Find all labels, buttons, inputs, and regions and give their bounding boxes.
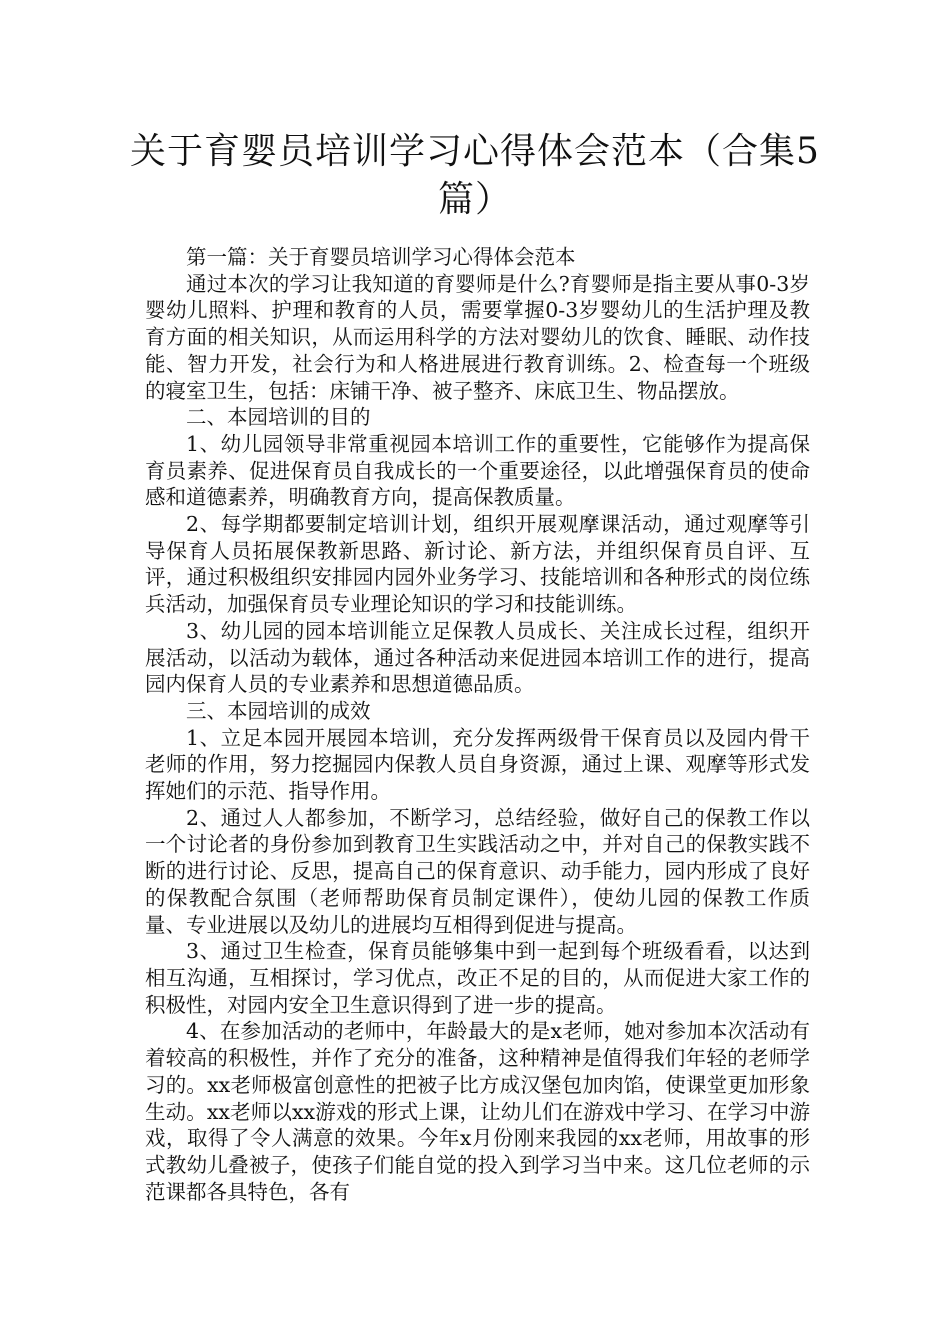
paragraph-purpose-1: 1、幼儿园领导非常重视园本培训工作的重要性，它能够作为提高保育员素养、促进保育员自我成长的一个重要途径，以此增强保育员的使命感和道德素养，明确教育方向，提高保教质量。 (145, 431, 810, 510)
section-heading-training-purpose: 二、本园培训的目的 (186, 405, 371, 430)
section-heading-training-results: 三、本园培训的成效 (186, 698, 371, 723)
paragraph-result-3: 3、通过卫生检查，保育员能够集中到一起到每个班级看看，以达到相互沟通，互相探讨，学习优点，改正不足的目的，从而促进大家工作的积极性，对园内安全卫生意识得到了进一步的提高。 (145, 939, 810, 1017)
paragraph-purpose-2: 2、每学期都要制定培训计划，组织开展观摩课活动，通过观摩等引导保育人员拓展保教新思路、新讨论、新方法，并组织保育员自评、互评，通过积极组织安排园内园外业务学习、技能培训和各种形式的岗位练兵活动，加强保育员专业理论知识的学习和技能训练。 (145, 512, 810, 617)
paragraph-intro: 通过本次的学习让我知道的育婴师是什么?育婴师是指主要从事0-3岁婴幼儿照料、护理和教育的人员，需要掌握0-3岁婴幼儿的生活护理及教育方面的相关知识，从而运用科学的方法对婴幼儿的饮食、睡眠、动作技能、智力开发，社会行为和人格进展进行教育训练。2、检查每一个班级的寝室卫生，包括：床铺干净、被子整齐、床底卫生、物品摆放。 (145, 271, 810, 403)
paragraph-result-2: 2、通过人人都参加，不断学习，总结经验，做好自己的保教工作以一个讨论者的身份参加到教育卫生实践活动之中，并对自己的保教实践不断的进行讨论、反思，提高自己的保育意识、动手能力，园内形成了良好的保教配合氛围（老师帮助保育员制定课件），使幼儿园的保教工作质量、专业进展以及幼儿的进展均互相得到促进与提高。 (145, 805, 810, 937)
section-heading-part-one: 第一篇：关于育婴员培训学习心得体会范本 (186, 245, 576, 269)
document-body (145, 244, 810, 1205)
paragraph-result-4: 4、在参加活动的老师中，年龄最大的是x老师，她对参加本次活动有着较高的积极性，并作了充分的准备，这种精神是值得我们年轻的老师学习的。xx老师极富创意性的把被子比方成汉堡包加肉馅，使课堂更加形象生动。xx老师以xx游戏的形式上课，让幼儿们在游戏中学习、在学习中游戏，取得了令人满意的效果。今年x月份刚来我园的xx老师，用故事的形式教幼儿叠被子，使孩子们能自觉的投入到学习当中来。这几位老师的示范课都各具特色，各有 (145, 1019, 810, 1204)
paragraph-purpose-3: 3、幼儿园的园本培训能立足保教人员成长、关注成长过程，组织开展活动，以活动为载体，通过各种活动来促进园本培训工作的进行，提高园内保育人员的专业素养和思想道德品质。 (145, 618, 810, 697)
document-title: 关于育婴员培训学习心得体会范本（合集5篇） (130, 131, 820, 220)
paragraph-result-1: 1、立足本园开展园本培训，充分发挥两级骨干保育员以及园内骨干老师的作用，努力挖掘园内保教人员自身资源，通过上课、观摩等形式发挥她们的示范、指导作用。 (145, 725, 810, 804)
